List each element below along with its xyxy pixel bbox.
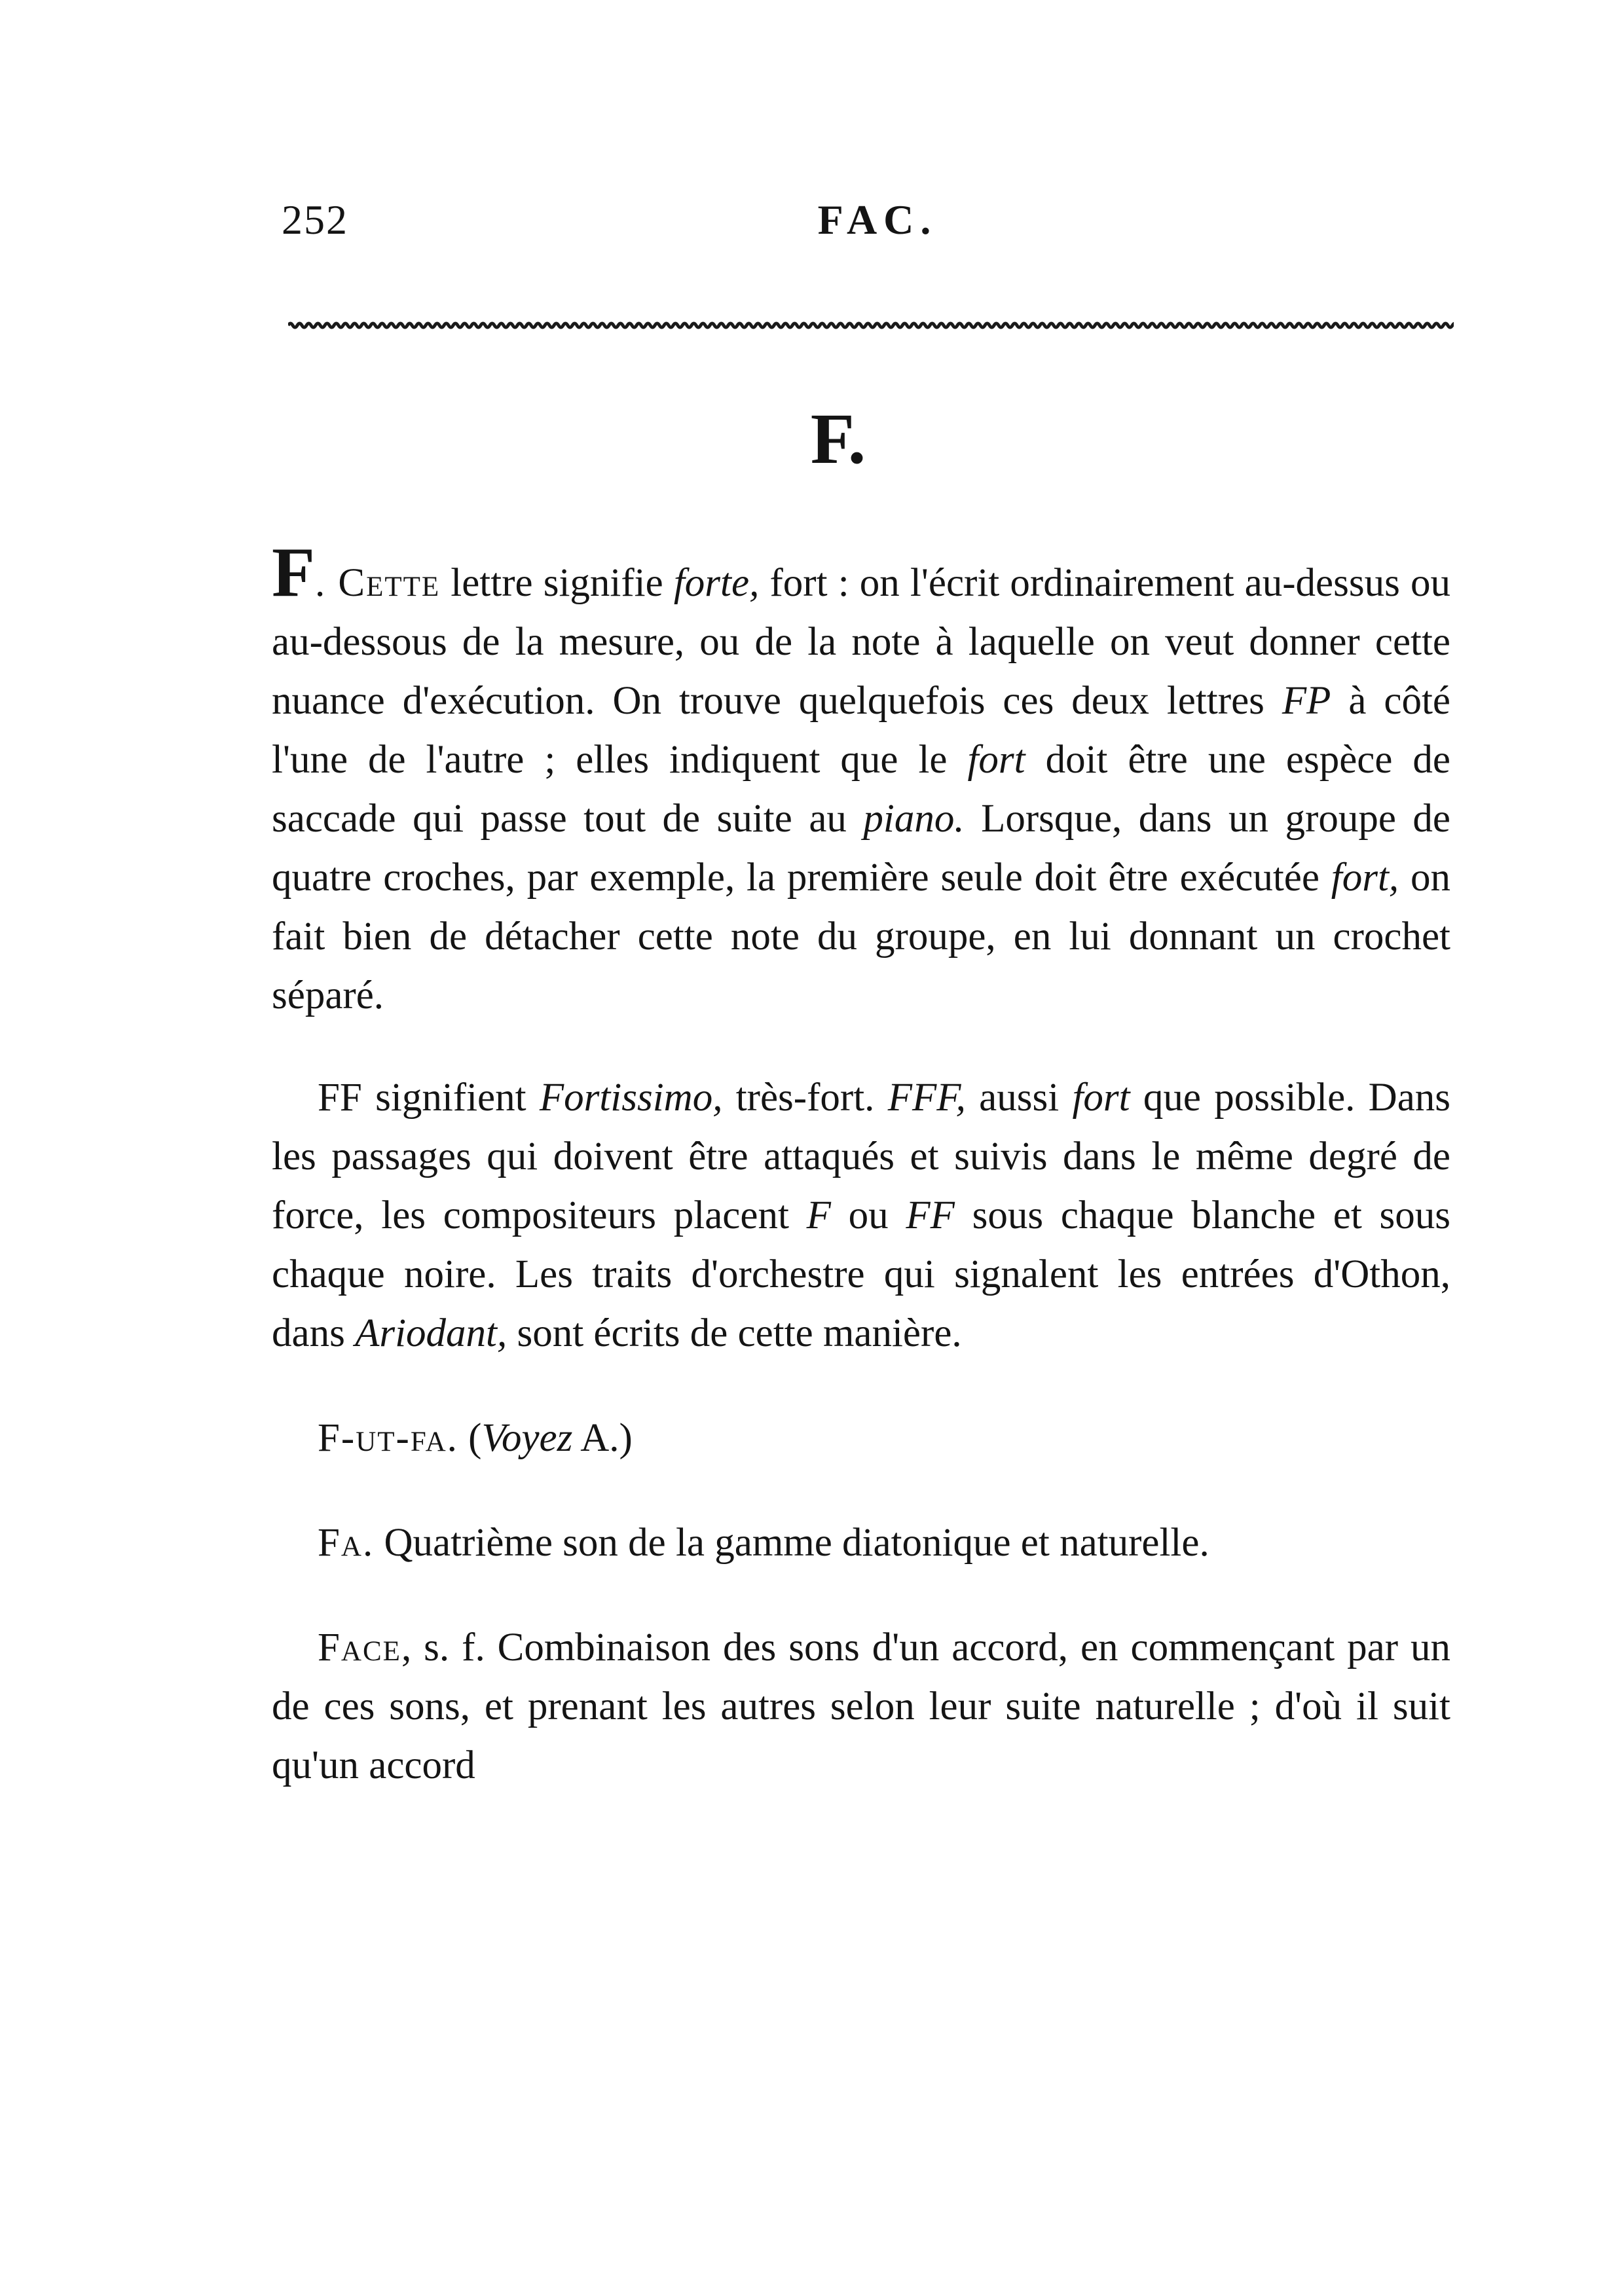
running-title: FAC. [817,196,938,243]
italic-term: Voyez [481,1416,573,1460]
text-segment: A.) [572,1416,633,1460]
entry-f-initial: F [272,534,315,611]
entry-fa-headword: Fa. [318,1521,375,1565]
entry-f [272,534,1451,1025]
italic-term: FF [906,1194,955,1237]
text-segment: ou [830,1194,906,1237]
text-segment: sous chaque blanche et sous chaque noire. Les traits d'orchestre qui signalent les entrées d'Othon, dans [272,1194,1451,1355]
text-segment: sont écrits de cette manière. [507,1311,962,1355]
entry-face [272,1618,1450,1795]
entry-f-ut-fa-headword: F-ut-fa. [318,1416,458,1460]
italic-term: fort [967,738,1025,782]
italic-term: FFF, [887,1076,966,1120]
entry-ff-headword: FF [318,1076,362,1120]
ornamental-rule [288,318,1454,333]
italic-term: fort, [1331,856,1399,900]
text-segment: très-fort. [722,1076,888,1120]
italic-term: F [806,1194,831,1237]
entry-f-ut-fa [272,1409,1450,1468]
dictionary-body [272,534,1451,1841]
text-segment: on fait bien de détacher cette note du groupe, en lui donnant un crochet séparé. [272,856,1450,1017]
entry-f-headword: . Cette [314,561,441,605]
italic-term: Ariodant, [355,1311,507,1355]
entry-ff [272,1068,1450,1363]
text-segment: fort : on l'écrit ordinairement au-dessus ou au-dessous de la mesure, ou de la note à laquelle on veut donner cette nuance d'exécution. On trouve quelquefois ces deux lettres [272,561,1450,723]
italic-term: forte, [673,561,760,605]
text-segment: signifient [361,1076,540,1120]
text-segment: ( [458,1416,482,1460]
entry-fa [272,1514,1450,1573]
section-letter: F. [810,399,866,479]
text-segment: Quatrième son de la gamme diatonique et naturelle. [374,1521,1209,1565]
italic-term: Fortissimo, [539,1076,723,1120]
italic-term: piano. [863,797,965,841]
text-segment: doit être une espèce de saccade qui passe tout de suite au [272,738,1450,841]
text-segment: Lorsque, dans un groupe de quatre croches, par exemple, la première seule doit être exécutée [272,797,1450,900]
text-segment: lettre signifie [440,561,674,605]
italic-term: fort [1072,1076,1130,1120]
text-segment: , s. f. Combinaison des sons d'un accord, en commençant par un de ces sons, et prenant les autres selon leur suite naturelle ; d'où il suit qu'un accord [272,1626,1450,1787]
italic-term: FP [1282,679,1331,723]
text-segment: aussi [965,1076,1073,1120]
text-segment: à côté l'une de l'autre ; elles indiquent que le [272,679,1451,782]
entry-face-headword: Face [318,1626,401,1669]
running-head [282,194,1447,246]
text-segment: que possible. Dans les passages qui doivent être attaqués et suivis dans le même degré de force, les compositeurs placent [272,1076,1451,1237]
page-number: 252 [282,196,348,243]
